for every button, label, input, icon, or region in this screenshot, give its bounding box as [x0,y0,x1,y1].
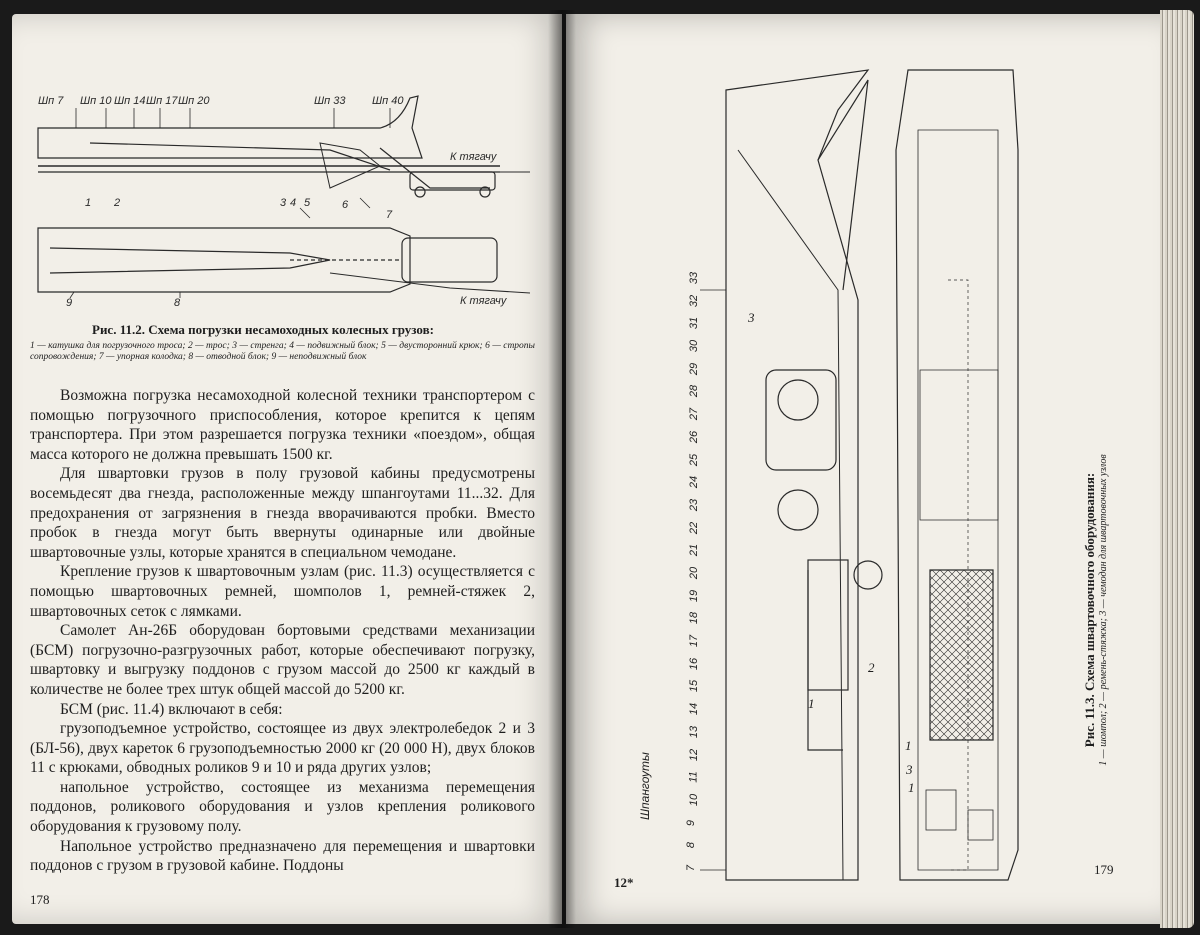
fuselage-side-section [726,70,868,880]
frame-label: Шп 10 [80,95,112,107]
body-text [30,386,535,876]
figure-11-2-caption-legend: 1 — катушка для погрузочного троса; 2 — трос; 3 — стренга; 4 — подвижный блок; 5 — двусторонний крюк; 6 — стропы сопровождения; 7 — упорная колодка; 8 — отводной блок; 9 — неподвижный блок [30,341,535,362]
callout: 8 [174,297,181,309]
frame-number: 25 [688,453,701,466]
frame-label: Шп 33 [314,95,346,107]
frame-number: 32 [688,294,701,307]
figure-11-3-caption [1082,330,1109,890]
frame-label: Шп 14 [114,95,146,107]
frame-number: 18 [688,612,701,625]
page-number-right: 179 [1094,862,1114,877]
callout: 1 [808,696,815,711]
frame-number: 19 [688,589,701,602]
frame-number: 23 [688,498,701,512]
frame-number: 28 [688,385,701,398]
frame-label: Шп 7 [38,95,64,107]
frame-number: 20 [688,566,701,580]
paragraph: грузоподъемное устройство, состоящее из двух электролебедок 2 и 3 (БЛ-56), двух кареток 6 грузоподъемностью 2000 кг (20 000 Н), двух блоков 11 с крюками, обводных роликов 9 и 10 и ряда других узлов; [30,720,535,777]
pallet-side [808,560,848,690]
sheet-signature-mark: 12* [614,875,634,890]
callout: 4 [290,197,297,209]
callout: 3 [280,197,287,209]
paragraph: Крепление грузов к швартовочным узлам (рис. 11.3) осуществляется с помощью швартовочных ремней, шомполов 1, ремней-стяжек 2, швартовочных сеток с лямками. [30,563,535,620]
figure-11-2-caption-title: Рис. 11.2. Схема погрузки несамоходных колесных грузов: [92,322,434,337]
frame-number: 14 [688,703,701,716]
callout: 7 [386,209,393,221]
frame-axis-label: Шпангоуты [638,752,652,820]
frame-label: Шп 17 [146,95,178,107]
callout: 2 [868,660,875,675]
callout: 9 [66,297,73,309]
callout: 5 [304,197,311,209]
paragraph: Для швартовки грузов в полу грузовой кабины предусмотрены восемьдесят два гнезда, расположенные между шпангоутами 11...32. Для предохранения от загрязнения в гнезда вворачиваются пробки. Вместо пробок в гнезда могут быть ввернуты одинарные или двойные швартовочные узлы, которые хранятся в специальном чемодане. [30,465,535,561]
figure-11-3-drawing [668,50,1038,890]
paragraph: БСМ (рис. 11.4) включают в себя: [60,700,283,718]
figure-11-2-drawing [30,88,540,313]
tractor-label-top: К тягачу [450,151,497,163]
frame-number: 30 [688,339,701,353]
cargo-net [930,570,993,740]
frame-number: 17 [688,634,701,648]
frame-number: 24 [688,476,701,489]
callout: 1 [908,780,915,795]
fuselage-plan-section [896,70,1018,880]
frame-number: 21 [688,544,701,557]
frame-number: 11 [687,771,700,783]
callout: 1 [85,197,92,209]
frame-number: 10 [688,793,701,807]
frame-number: 31 [688,317,701,330]
callout: 2 [114,197,121,209]
callout: 1 [905,738,912,753]
frame-number: 9 [685,819,698,826]
callout: 6 [342,199,349,211]
paragraph: Самолет Ан-26Б оборудован бортовыми средствами механизации (БСМ) погрузочно-разгрузочных работ, которые обеспечивают погрузку, швартовку и выгрузку поддонов с грузом массой до 2500 кг каждый в количестве не более трех штук общей массой до 5200 кг. [30,622,535,698]
frame-label: Шп 40 [372,95,404,107]
frame-label: Шп 20 [178,95,210,107]
frame-number: 27 [688,408,701,421]
frame-number: 13 [688,725,701,738]
page-edges [1160,10,1194,928]
frame-number-scale [670,271,710,880]
book-spine-shadow [548,10,576,928]
figure-11-3-caption-title: Рис. 11.3. Схема швартовочного оборудования: [1082,472,1097,748]
paragraph: напольное устройство, состоящее из механизма перемещения поддонов, роликового оборудования и узлов крепления роликового оборудования к грузовому полу. [30,778,535,836]
frame-number: 16 [688,657,701,670]
frame-number: 29 [688,362,701,375]
frame-number: 8 [685,842,698,849]
frame-number: 22 [688,521,701,534]
frame-number: 7 [685,864,698,872]
frame-number: 26 [688,430,701,443]
frame-number: 12 [688,748,701,761]
frame-number: 33 [688,271,701,285]
paragraph: Напольное устройство предназначено для перемещения и швартовки поддонов с грузом в грузовой кабине. Поддоны [30,837,535,875]
frame-number: 15 [688,680,701,693]
cargo-plan [402,238,497,282]
tractor-label-bottom: К тягачу [460,295,507,307]
callout: 3 [906,762,913,777]
page-number-left: 178 [30,892,50,907]
callout: 3 [748,310,755,325]
paragraph: Возможна погрузка несамоходной колесной техники транспортером с помощью погрузочного приспособления, которое крепится к цепям транспортера. При этом разрешается погрузка техники «поездом», общая масса которого не должна превышать 1500 кг. [30,387,535,463]
figure-11-3-caption-legend: 1 — шомпол; 2 — ремень-стяжка; 3 — чемодан для швартовочных узлов [1098,454,1109,766]
